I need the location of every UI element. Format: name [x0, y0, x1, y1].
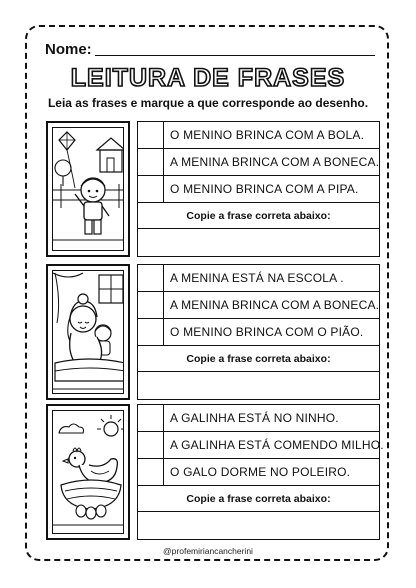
copy-label: Copie a frase correta abaixo:	[186, 210, 331, 222]
option-text: A MENINA ESTÁ NA ESCOLA .	[170, 271, 344, 285]
checkbox[interactable]	[138, 405, 164, 431]
credit-text: @profemiriancancherini	[163, 546, 253, 556]
worksheet-title: LEITURA DE FRASES	[70, 64, 346, 92]
exercise-1-table	[137, 121, 380, 257]
exercise-3	[46, 404, 384, 540]
exercise-1	[46, 121, 380, 257]
checkbox[interactable]	[138, 149, 164, 175]
option-text: A GALINHA ESTÁ COMENDO MILHO.	[170, 438, 384, 452]
copy-label-row	[138, 486, 379, 512]
copy-label: Copie a frase correta abaixo:	[186, 353, 331, 365]
copy-label-row	[138, 203, 379, 229]
checkbox[interactable]	[138, 176, 164, 202]
name-label: Nome:	[45, 41, 92, 58]
option-text: O MENINO BRINCA COM A BOLA.	[170, 128, 365, 142]
exercise-2	[46, 264, 380, 400]
name-field[interactable]	[45, 41, 375, 59]
copy-label: Copie a frase correta abaixo:	[186, 493, 331, 505]
checkbox[interactable]	[138, 319, 164, 345]
answer-line[interactable]	[138, 229, 379, 256]
option-row[interactable]	[138, 459, 379, 486]
exercise-2-table	[137, 264, 380, 400]
option-text: O GALO DORME NO POLEIRO.	[170, 465, 351, 479]
instruction: Leia as frases e marque a que corresponde ao desenho.	[47, 96, 369, 110]
girl-with-doll-icon	[53, 271, 124, 394]
copy-label-row	[138, 346, 379, 372]
option-row[interactable]	[138, 265, 379, 292]
option-row[interactable]	[138, 149, 379, 176]
option-text: A GALINHA ESTÁ NO NINHO.	[170, 411, 339, 425]
boy-with-kite-icon	[53, 128, 124, 251]
answer-line[interactable]	[138, 512, 379, 539]
checkbox[interactable]	[138, 292, 164, 318]
option-row[interactable]	[138, 122, 379, 149]
name-line[interactable]	[95, 55, 375, 56]
checkbox[interactable]	[138, 122, 164, 148]
checkbox[interactable]	[138, 432, 164, 458]
answer-line[interactable]	[138, 372, 379, 399]
option-row[interactable]	[138, 432, 384, 459]
exercise-2-picture	[46, 264, 130, 400]
option-row[interactable]	[138, 319, 379, 346]
hen-in-nest-icon	[53, 411, 124, 534]
option-row[interactable]	[138, 405, 379, 432]
option-text: A MENINA BRINCA COM A BONECA.	[170, 155, 380, 169]
exercise-3-picture	[46, 404, 130, 540]
option-row[interactable]	[138, 176, 379, 203]
checkbox[interactable]	[138, 265, 164, 291]
exercise-1-picture	[46, 121, 130, 257]
option-text: O MENINO BRINCA COM A PIPA.	[170, 182, 359, 196]
option-text: A MENINA BRINCA COM A BONECA.	[170, 298, 380, 312]
exercise-3-table	[137, 404, 384, 540]
checkbox[interactable]	[138, 459, 164, 485]
option-text: O MENINO BRINCA COM O PIÃO.	[170, 325, 364, 339]
option-row[interactable]	[138, 292, 379, 319]
